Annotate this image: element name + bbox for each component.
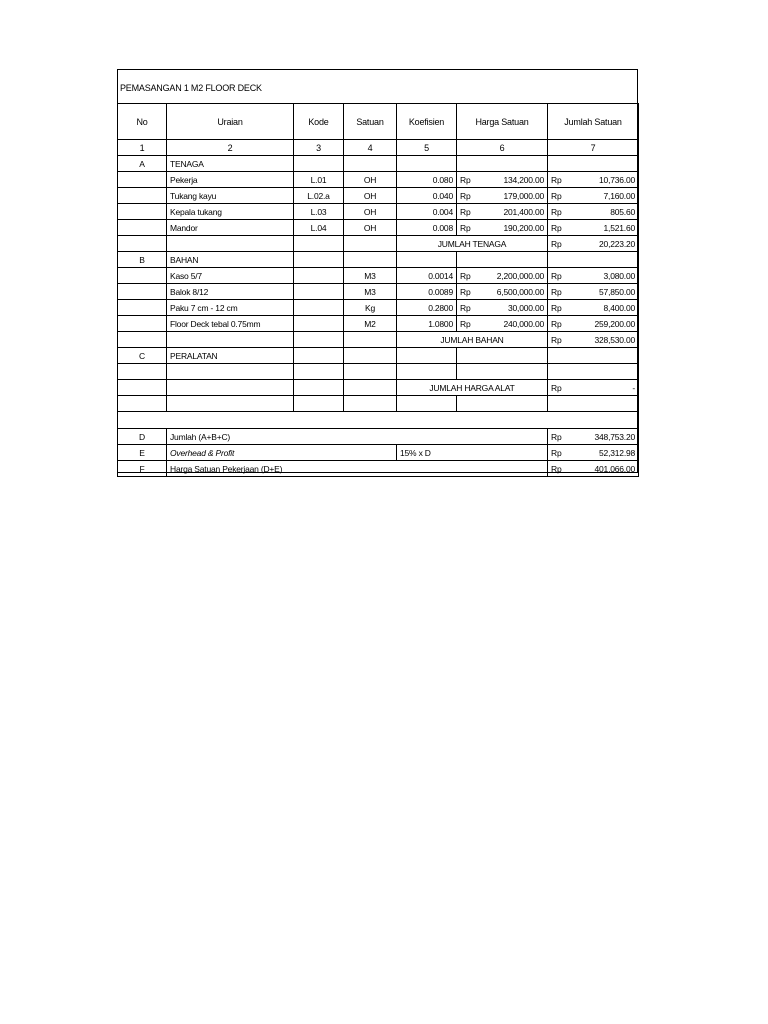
summary-label: Overhead & Profit <box>167 445 397 461</box>
section-code: A <box>118 156 167 172</box>
summary-row-d <box>118 429 639 445</box>
currency-label: Rp <box>548 332 566 348</box>
item-harga: 6,500,000.00 <box>475 284 548 300</box>
summary-value: 52,312.98 <box>566 445 639 461</box>
currency-label: Rp <box>548 429 566 445</box>
empty-row <box>118 364 639 380</box>
header-no: No <box>118 104 167 140</box>
item-jumlah: 57,850.00 <box>566 284 639 300</box>
item-harga: 30,000.00 <box>475 300 548 316</box>
currency-label: Rp <box>548 316 566 332</box>
header-row <box>118 104 639 140</box>
col-number: 7 <box>548 140 639 156</box>
item-uraian: Pekerja <box>167 172 294 188</box>
col-number: 4 <box>344 140 397 156</box>
item-kode: L.04 <box>294 220 344 236</box>
col-number: 6 <box>457 140 548 156</box>
item-uraian: Floor Deck tebal 0.75mm <box>167 316 294 332</box>
summary-row-f <box>118 461 639 477</box>
item-kode: L.03 <box>294 204 344 220</box>
price-analysis-table <box>117 103 639 477</box>
header-uraian: Uraian <box>167 104 294 140</box>
currency-label: Rp <box>548 220 566 236</box>
item-satuan: OH <box>344 220 397 236</box>
table-row <box>118 220 639 236</box>
item-uraian: Kepala tukang <box>167 204 294 220</box>
section-label: TENAGA <box>167 156 294 172</box>
item-uraian: Balok 8/12 <box>167 284 294 300</box>
item-kode <box>294 284 344 300</box>
item-harga: 179,000.00 <box>475 188 548 204</box>
item-uraian: Mandor <box>167 220 294 236</box>
spacer-row <box>118 412 639 429</box>
subtotal-label: JUMLAH HARGA ALAT <box>397 380 548 396</box>
currency-label: Rp <box>548 380 566 396</box>
currency-label: Rp <box>457 220 475 236</box>
section-code: C <box>118 348 167 364</box>
item-jumlah: 3,080.00 <box>566 268 639 284</box>
item-uraian: Tukang kayu <box>167 188 294 204</box>
currency-label: Rp <box>548 236 566 252</box>
item-harga: 190,200.00 <box>475 220 548 236</box>
column-number-row <box>118 140 639 156</box>
item-jumlah: 7,160.00 <box>566 188 639 204</box>
col-number: 3 <box>294 140 344 156</box>
item-satuan: Kg <box>344 300 397 316</box>
table-row <box>118 172 639 188</box>
item-koefisien: 0.040 <box>397 188 457 204</box>
subtotal-row <box>118 236 639 252</box>
currency-label: Rp <box>457 300 475 316</box>
currency-label: Rp <box>548 284 566 300</box>
subtotal-value: 20,223.20 <box>566 236 639 252</box>
item-jumlah: 10,736.00 <box>566 172 639 188</box>
subtotal-value: 328,530.00 <box>566 332 639 348</box>
table-row <box>118 188 639 204</box>
summary-label: Jumlah (A+B+C) <box>167 429 548 445</box>
item-kode: L.01 <box>294 172 344 188</box>
item-satuan: M3 <box>344 284 397 300</box>
currency-label: Rp <box>457 172 475 188</box>
item-jumlah: 805.60 <box>566 204 639 220</box>
item-uraian: Kaso 5/7 <box>167 268 294 284</box>
table-row <box>118 300 639 316</box>
header-jumlah-satuan: Jumlah Satuan <box>548 104 639 140</box>
currency-label: Rp <box>548 204 566 220</box>
section-row <box>118 348 639 364</box>
summary-code: D <box>118 429 167 445</box>
section-row <box>118 252 639 268</box>
subtotal-value: - <box>566 380 639 396</box>
item-jumlah: 8,400.00 <box>566 300 639 316</box>
item-kode <box>294 268 344 284</box>
item-koefisien: 0.008 <box>397 220 457 236</box>
item-kode <box>294 316 344 332</box>
currency-label: Rp <box>457 316 475 332</box>
item-koefisien: 1.0800 <box>397 316 457 332</box>
summary-value: 401,066.00 <box>566 461 639 477</box>
summary-code: F <box>118 461 167 477</box>
currency-label: Rp <box>457 268 475 284</box>
subtotal-row <box>118 380 639 396</box>
summary-code: E <box>118 445 167 461</box>
header-satuan: Satuan <box>344 104 397 140</box>
header-kode: Kode <box>294 104 344 140</box>
currency-label: Rp <box>548 188 566 204</box>
item-jumlah: 259,200.00 <box>566 316 639 332</box>
item-koefisien: 0.2800 <box>397 300 457 316</box>
section-label: PERALATAN <box>167 348 294 364</box>
item-koefisien: 0.0014 <box>397 268 457 284</box>
item-harga: 201,400.00 <box>475 204 548 220</box>
item-kode <box>294 300 344 316</box>
header-harga-satuan: Harga Satuan <box>457 104 548 140</box>
header-koefisien: Koefisien <box>397 104 457 140</box>
item-satuan: OH <box>344 188 397 204</box>
currency-label: Rp <box>457 204 475 220</box>
col-number: 2 <box>167 140 294 156</box>
section-row <box>118 156 639 172</box>
item-uraian: Paku 7 cm - 12 cm <box>167 300 294 316</box>
overhead-percentage: 15% x D <box>397 445 548 461</box>
currency-label: Rp <box>548 172 566 188</box>
section-code: B <box>118 252 167 268</box>
col-number: 5 <box>397 140 457 156</box>
item-harga: 240,000.00 <box>475 316 548 332</box>
subtotal-row <box>118 332 639 348</box>
item-jumlah: 1,521.60 <box>566 220 639 236</box>
subtotal-label: JUMLAH BAHAN <box>397 332 548 348</box>
item-harga: 2,200,000.00 <box>475 268 548 284</box>
currency-label: Rp <box>457 188 475 204</box>
item-satuan: M2 <box>344 316 397 332</box>
item-kode: L.02.a <box>294 188 344 204</box>
table-row <box>118 204 639 220</box>
currency-label: Rp <box>548 461 566 477</box>
table-row <box>118 316 639 332</box>
item-koefisien: 0.004 <box>397 204 457 220</box>
analysis-sheet <box>117 69 638 473</box>
section-label: BAHAN <box>167 252 294 268</box>
summary-label: Harga Satuan Pekerjaan (D+E) <box>167 461 548 477</box>
col-number: 1 <box>118 140 167 156</box>
subtotal-label: JUMLAH TENAGA <box>397 236 548 252</box>
item-satuan: M3 <box>344 268 397 284</box>
item-koefisien: 0.0089 <box>397 284 457 300</box>
currency-label: Rp <box>548 268 566 284</box>
currency-label: Rp <box>548 445 566 461</box>
item-satuan: OH <box>344 172 397 188</box>
item-satuan: OH <box>344 204 397 220</box>
sheet-title: PEMASANGAN 1 M2 FLOOR DECK <box>118 70 637 104</box>
table-row <box>118 268 639 284</box>
item-harga: 134,200.00 <box>475 172 548 188</box>
currency-label: Rp <box>548 300 566 316</box>
summary-row-e <box>118 445 639 461</box>
summary-value: 348,753.20 <box>566 429 639 445</box>
item-koefisien: 0.080 <box>397 172 457 188</box>
table-row <box>118 284 639 300</box>
empty-row <box>118 396 639 412</box>
currency-label: Rp <box>457 284 475 300</box>
